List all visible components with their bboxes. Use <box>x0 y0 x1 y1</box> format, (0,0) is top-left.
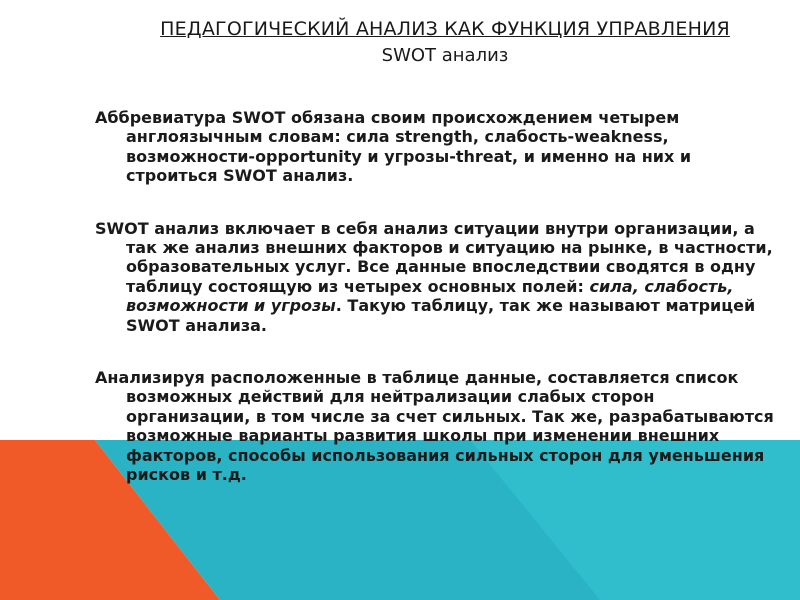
paragraph-swot-description <box>95 219 775 335</box>
paragraph-gap <box>95 335 775 368</box>
slide-title: ПЕДАГОГИЧЕСКИЙ АНАЛИЗ КАК ФУНКЦИЯ УПРАВЛЕНИЯ <box>160 18 730 40</box>
paragraph-gap <box>95 186 775 219</box>
paragraph-swot-text-start: SWOT анализ включает в себя анализ ситуации внутри организации, а так же анализ внешних факторов и ситуацию на рынке, в частности, образовательных услуг. Все данные впоследствии сводятся в одну таблицу состоящую из четырех основных полей: <box>95 218 773 296</box>
paragraph-analysis-actions: Анализируя расположенные в таблице данные, составляется список возможных действий для нейтрализации слабых сторон организации, в том числе за счет сильных. Так же, разрабатываются возможные варианты развития школы при изменении внешних факторов, способы использования сильных сторон для уменьшения рисков и т.д. <box>95 368 774 485</box>
paragraph-swot-text-end: . Такую таблицу, так же называют матрицей SWOT анализа. <box>126 296 756 335</box>
slide-body <box>95 108 775 485</box>
paragraph-abbreviation: Аббревиатура SWOT обязана своим происхождением четырем англоязычным словам: сила strength, слабость-weakness, возможности-opportunity и угрозы-threat, и именно на них и строиться SWOT анализ. <box>95 108 692 186</box>
paragraph-swot-emphasis: сила, слабость, возможности и угрозы <box>126 276 734 316</box>
slide-subtitle: SWOT анализ <box>381 45 509 66</box>
title-block <box>150 18 740 67</box>
